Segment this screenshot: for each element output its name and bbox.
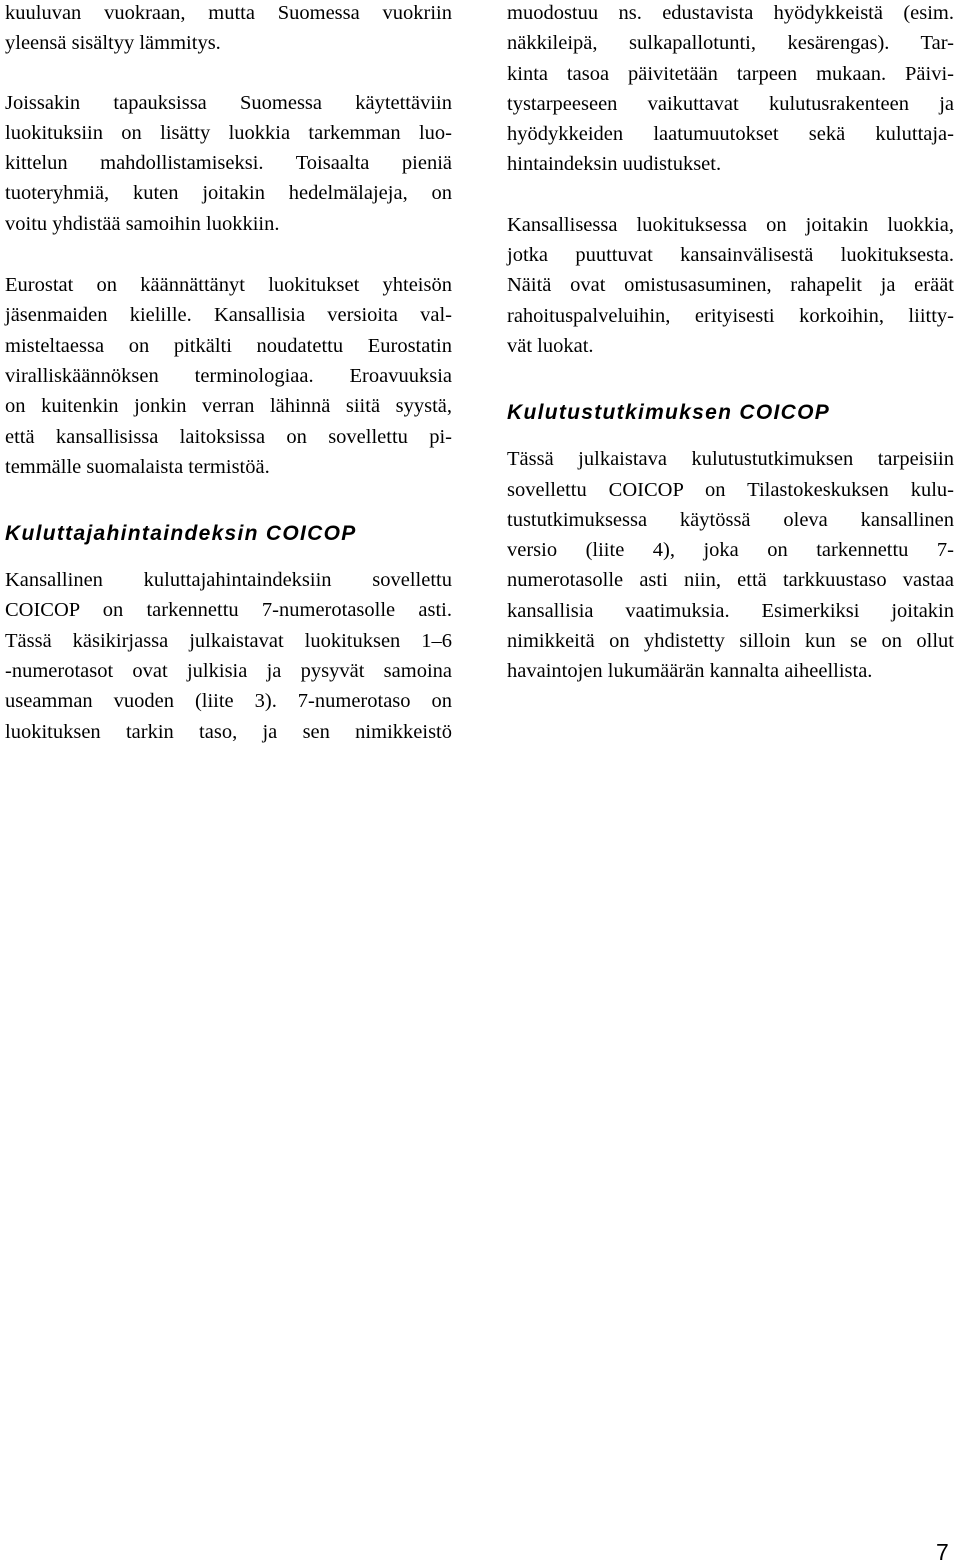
text-line: tustutkimuksessa käytössä oleva kansallinen: [507, 508, 954, 531]
text-line: yleensä sisältyy lämmitys.: [5, 32, 221, 55]
text-line: Näitä ovat omistusasuminen, rahapelit ja eräät: [507, 274, 954, 297]
text-line: -numerotasot ovat julkisia ja pysyvät samoina: [5, 660, 452, 683]
text-line: kinta tasoa päivitetään tarpeen mukaan. Päivi-: [507, 62, 954, 85]
text-line: on kuitenkin jonkin verran lähinnä siitä syystä,: [5, 395, 452, 418]
paragraph-cpi-coicop: [5, 565, 452, 747]
paragraph-eurostat-translation: [5, 270, 452, 482]
text-line: muodostuu ns. edustavista hyödykkeistä (esim.: [507, 2, 954, 24]
paragraph-heating: [5, 0, 452, 59]
paragraph-national-classes: [507, 210, 954, 361]
text-line: numerotasolle asti niin, että tarkkuustaso vastaa: [507, 569, 954, 592]
paragraph-additional-classes: [5, 88, 452, 239]
text-line: useamman vuoden (liite 3). 7-numerotaso on: [5, 690, 452, 713]
text-line: Tässä julkaistava kulutustutkimuksen tarpeisiin: [507, 448, 954, 471]
text-line: versio (liite 4), joka on tarkennettu 7-: [507, 539, 954, 562]
text-line: rahoituspalveluihin, erityisesti korkoihin, liitty-: [507, 304, 954, 327]
text-line: Tässä käsikirjassa julkaistavat luokituksen 1–6: [5, 629, 452, 652]
text-line: luokituksiin on lisätty luokkia tarkemman luo-: [5, 121, 452, 144]
paragraph-survey-coicop: [507, 444, 954, 686]
left-column: [5, 0, 452, 747]
text-line: että kansallisissa laitoksissa on sovellettu pi-: [5, 425, 452, 448]
text-line: hyödykkeiden laatumuutokset sekä kuluttaja-: [507, 123, 954, 146]
text-line: Eurostat on käännättänyt luokitukset yhteisön: [5, 274, 452, 297]
text-line: nimikkeitä on yhdistetty silloin kun se on ollut: [507, 630, 954, 653]
text-line: kuuluvan vuokraan, mutta Suomessa vuokriin: [5, 2, 452, 24]
text-line: voitu yhdistää samoihin luokkiin.: [5, 212, 280, 235]
text-line: sovellettu COICOP on Tilastokeskuksen kulu-: [507, 478, 954, 501]
paragraph-representative-items: [507, 0, 954, 180]
section-heading-cpi-coicop: Kuluttajahintaindeksin COICOP: [5, 522, 357, 546]
section-heading-survey-coicop: Kulutustutkimuksen COICOP: [507, 401, 831, 425]
text-line: viralliskäännöksen terminologiaa. Eroavuuksia: [5, 364, 452, 387]
text-line: tuoteryhmiä, kuten joitakin hedelmälajeja, on: [5, 182, 452, 205]
text-line: vät luokat.: [507, 334, 594, 357]
text-line: kittelun mahdollistamiseksi. Toisaalta pieniä: [5, 152, 452, 175]
text-line: temmälle suomalaista termistöä.: [5, 455, 270, 478]
text-line: jotka puuttuvat kansainvälisestä luokituksesta.: [507, 244, 954, 267]
text-line: Kansallinen kuluttajahintaindeksiin sovellettu: [5, 569, 452, 592]
text-line: COICOP on tarkennettu 7-numerotasolle asti.: [5, 599, 452, 622]
page-number: 7: [936, 1539, 949, 1565]
text-line: kansallisia vaatimuksia. Esimerkiksi joitakin: [507, 599, 954, 622]
text-line: havaintojen lukumäärän kannalta aiheellista.: [507, 660, 873, 683]
text-line: jäsenmaiden kielille. Kansallisia versioita val-: [5, 304, 452, 327]
right-column: [507, 0, 954, 687]
text-line: Joissakin tapauksissa Suomessa käytettäviin: [5, 91, 452, 114]
text-line: misteltaessa on pitkälti noudatettu Eurostatin: [5, 334, 452, 357]
text-line: tystarpeeseen vaikuttavat kulutusrakenteen ja: [507, 92, 954, 115]
text-line: luokituksen tarkin taso, ja sen nimikkeistö: [5, 720, 452, 743]
text-line: näkkileipä, sulkapallotunti, kesärengas). Tar-: [507, 32, 954, 55]
text-line: hintaindeksin uudistukset.: [507, 153, 722, 176]
text-line: Kansallisessa luokituksessa on joitakin luokkia,: [507, 213, 954, 236]
